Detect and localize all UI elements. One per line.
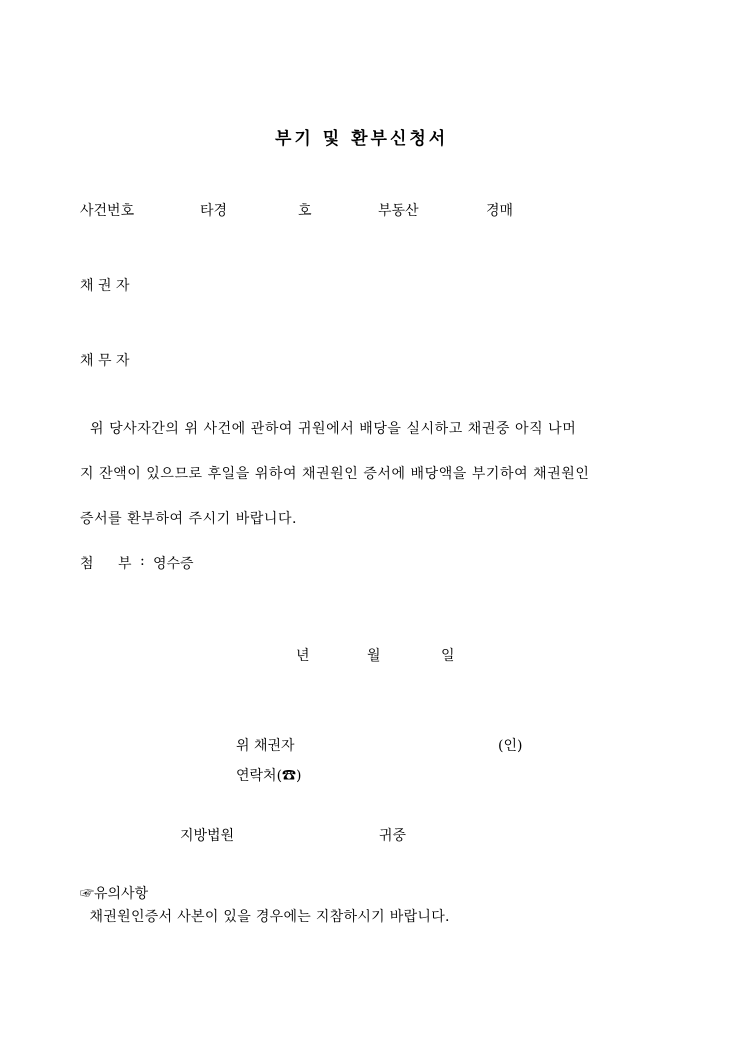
case-number-label: 사건번호 bbox=[80, 203, 135, 219]
case-auction: 경매 bbox=[486, 203, 514, 219]
case-property: 부동산 bbox=[378, 203, 419, 219]
date-year: 년 bbox=[296, 648, 310, 664]
body-line-3: 증서를 환부하여 주시기 바랍니다. bbox=[80, 511, 298, 527]
attachment-value: 영수증 bbox=[153, 556, 194, 572]
court-honorific: 귀중 bbox=[379, 828, 407, 844]
creditor-label: 채 권 자 bbox=[80, 278, 130, 294]
attachment-label-1: 첨 bbox=[80, 556, 94, 572]
document-title: 부기 및 환부신청서 bbox=[275, 129, 449, 149]
debtor-label: 채 무 자 bbox=[80, 353, 130, 369]
attachment-colon: : bbox=[140, 553, 145, 569]
signature-contact-label: 연락처(☎) bbox=[236, 768, 302, 784]
case-type: 타경 bbox=[200, 203, 228, 219]
notes-heading: ☞유의사항 bbox=[80, 886, 149, 902]
attachment-label-2: 부 bbox=[118, 556, 132, 572]
date-day: 일 bbox=[441, 648, 455, 664]
body-line-1: 위 당사자간의 위 사건에 관하여 귀원에서 배당을 실시하고 채권중 아직 나머 bbox=[90, 421, 577, 437]
case-number-unit: 호 bbox=[298, 203, 312, 219]
body-line-2: 지 잔액이 있으므로 후일을 위하여 채권원인 증서에 배당액을 부기하여 채권원인 bbox=[80, 466, 590, 482]
court-name: 지방법원 bbox=[180, 828, 235, 844]
signature-creditor-label: 위 채권자 bbox=[236, 738, 295, 754]
signature-seal: (인) bbox=[498, 738, 523, 754]
date-month: 월 bbox=[367, 648, 381, 664]
notes-line: 채권원인증서 사본이 있을 경우에는 지참하시기 바랍니다. bbox=[89, 909, 450, 925]
